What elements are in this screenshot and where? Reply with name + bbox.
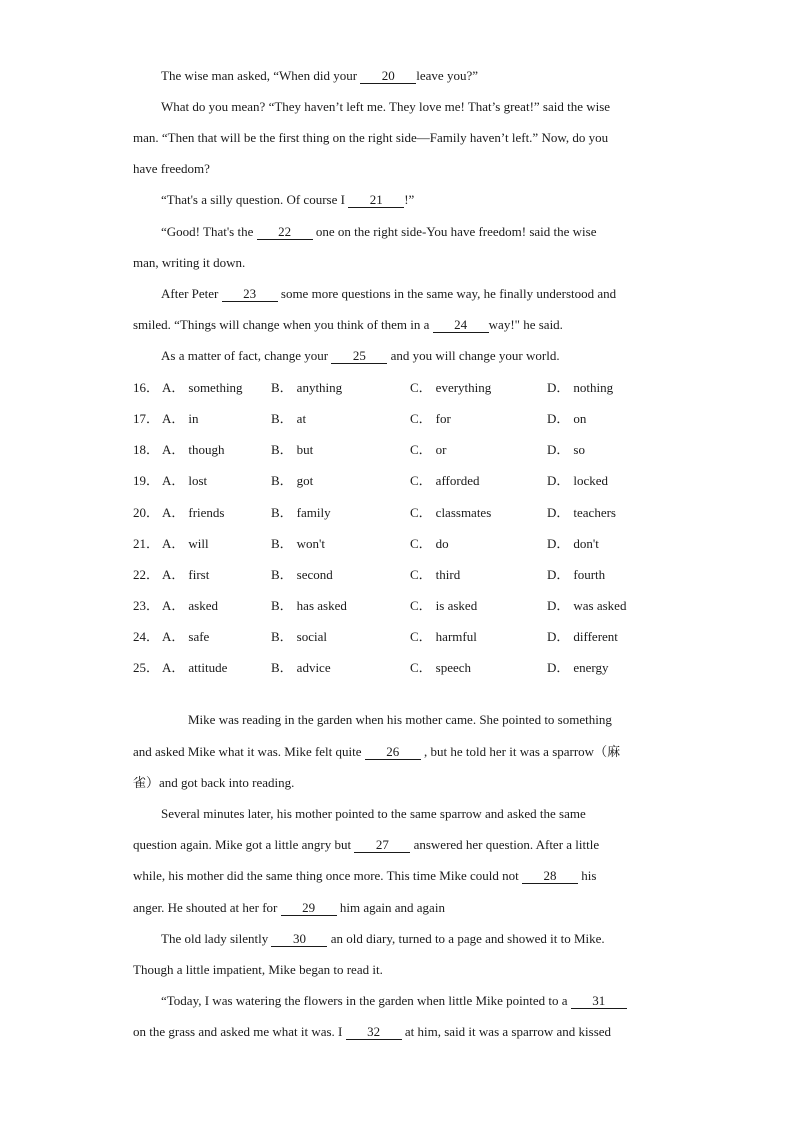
option-c (410, 473, 479, 489)
option-a (162, 411, 199, 427)
text: on the grass and asked me what it was. I (133, 1024, 346, 1039)
option-d (547, 598, 626, 614)
option-letter: B． (271, 505, 293, 520)
option-text: fourth (573, 567, 606, 582)
option-text: anything (296, 380, 343, 395)
p5-line-2 (133, 317, 563, 333)
option-letter: C． (410, 442, 432, 457)
p6-line (161, 348, 560, 364)
option-letter: A． (162, 536, 185, 551)
option-c (410, 442, 447, 458)
option-letter: D． (547, 567, 570, 582)
option-letter: B． (271, 380, 293, 395)
option-text: third (435, 567, 461, 582)
text: “That's a silly question. Of course I (161, 192, 349, 207)
option-text: first (188, 567, 210, 582)
option-letter: A． (162, 567, 185, 582)
option-letter: B． (271, 442, 293, 457)
option-c (410, 629, 477, 645)
text: !” (404, 192, 415, 207)
option-text: on (573, 411, 587, 426)
option-b (271, 598, 347, 614)
option-letter: C． (410, 629, 432, 644)
option-a (162, 505, 225, 521)
option-text: nothing (573, 380, 614, 395)
option-letter: A． (162, 629, 185, 644)
option-letter: B． (271, 598, 293, 613)
question-number: 18． (133, 442, 160, 457)
option-letter: B． (271, 411, 293, 426)
option-letter: B． (271, 629, 293, 644)
text: , but he told her it was a sparrow（麻 (420, 744, 621, 759)
option-text: attitude (188, 660, 228, 675)
option-letter: B． (271, 660, 293, 675)
option-letter: D． (547, 442, 570, 457)
option-text: don't (573, 536, 599, 551)
text: him again and again (336, 900, 445, 915)
option-text: classmates (435, 505, 492, 520)
text: way!" he said. (488, 317, 563, 332)
text: answered her question. After a little (410, 837, 600, 852)
p2-2-line-3 (133, 868, 596, 884)
option-b (271, 629, 327, 645)
option-text: friends (188, 505, 225, 520)
blank-29: 29 (281, 901, 337, 916)
option-a (162, 629, 209, 645)
question-number: 24． (133, 629, 160, 644)
text: one on the right side-You have freedom! said the wise (312, 224, 597, 239)
option-b (271, 442, 313, 458)
p2-line-3: have freedom? (133, 161, 210, 176)
p2-4-line-2 (133, 1024, 611, 1040)
text: some more questions in the same way, he finally understood and (277, 286, 617, 301)
option-text: harmful (435, 629, 477, 644)
option-text: family (296, 505, 331, 520)
option-text: different (573, 629, 618, 644)
option-c (410, 598, 477, 614)
option-text: advice (296, 660, 331, 675)
option-a (162, 567, 209, 583)
blank-20: 20 (360, 69, 416, 84)
option-text: asked (188, 598, 218, 613)
option-letter: C． (410, 473, 432, 488)
text: at him, said it was a sparrow and kissed (401, 1024, 612, 1039)
option-text: or (435, 442, 447, 457)
option-c (410, 505, 491, 521)
p2-2-line-2 (133, 837, 599, 853)
p2-3-line-1 (161, 931, 605, 947)
question-number: 25． (133, 660, 160, 675)
text: question again. Mike got a little angry but (133, 837, 355, 852)
option-letter: C． (410, 380, 432, 395)
option-text: social (296, 629, 327, 644)
option-b (271, 505, 331, 521)
text: an old diary, turned to a page and showed it to Mike. (327, 931, 605, 946)
p2-4-line-1 (161, 993, 627, 1009)
option-b (271, 473, 313, 489)
option-a (162, 442, 225, 458)
text: After Peter (161, 286, 222, 301)
p2-1-line-3: 雀）and got back into reading. (133, 775, 295, 790)
option-text: though (188, 442, 225, 457)
p2-3-line-2: Though a little impatient, Mike began to read it. (133, 962, 383, 977)
option-a (162, 598, 218, 614)
text: As a matter of fact, change your (161, 348, 332, 363)
option-text: was asked (573, 598, 627, 613)
option-letter: C． (410, 567, 432, 582)
blank-24: 24 (433, 318, 489, 333)
option-text: teachers (573, 505, 616, 520)
option-letter: A． (162, 505, 185, 520)
option-text: safe (188, 629, 210, 644)
option-text: but (296, 442, 314, 457)
option-letter: B． (271, 536, 293, 551)
text: and asked Mike what it was. Mike felt quite (133, 744, 365, 759)
option-letter: C． (410, 505, 432, 520)
option-text: speech (435, 660, 472, 675)
option-text: will (188, 536, 209, 551)
option-text: second (296, 567, 333, 582)
option-a (162, 660, 227, 676)
option-letter: A． (162, 411, 185, 426)
option-text: locked (573, 473, 609, 488)
blank-26: 26 (365, 745, 421, 760)
option-text: has asked (296, 598, 347, 613)
blank-21: 21 (348, 193, 404, 208)
option-a (162, 380, 243, 396)
option-letter: A． (162, 380, 185, 395)
question-number: 23． (133, 598, 160, 613)
option-letter: A． (162, 660, 185, 675)
p4-line-2: man, writing it down. (133, 255, 246, 270)
p4-line-1 (161, 224, 597, 240)
option-text: do (435, 536, 449, 551)
option-d (547, 660, 609, 676)
option-text: won't (296, 536, 326, 551)
question-number: 21． (133, 536, 160, 551)
option-b (271, 411, 306, 427)
option-c (410, 660, 471, 676)
option-letter: D． (547, 629, 570, 644)
option-letter: A． (162, 473, 185, 488)
blank-28: 28 (522, 869, 578, 884)
text: anger. He shouted at her for (133, 900, 281, 915)
option-letter: B． (271, 567, 293, 582)
option-letter: C． (410, 536, 432, 551)
blank-31: 31 (571, 994, 627, 1009)
option-a (162, 536, 209, 552)
text: and you will change your world. (387, 348, 560, 363)
option-letter: D． (547, 598, 570, 613)
text: “Today, I was watering the flowers in the garden when little Mike pointed to a (161, 993, 571, 1008)
p5-line-1 (161, 286, 616, 302)
option-text: energy (573, 660, 609, 675)
option-letter: C． (410, 660, 432, 675)
option-text: for (435, 411, 451, 426)
p3-line (161, 192, 414, 208)
question-number: 19． (133, 473, 160, 488)
text: smiled. “Things will change when you think of them in a (133, 317, 433, 332)
option-letter: D． (547, 536, 570, 551)
question-number: 17． (133, 411, 160, 426)
option-b (271, 380, 342, 396)
blank-22: 22 (257, 225, 313, 240)
option-text: in (188, 411, 199, 426)
option-text: is asked (435, 598, 478, 613)
p2-2-line-1: Several minutes later, his mother pointed to the same sparrow and asked the same (161, 806, 586, 821)
p1-line (161, 68, 478, 84)
blank-27: 27 (354, 838, 410, 853)
text: “Good! That's the (161, 224, 257, 239)
option-letter: B． (271, 473, 293, 488)
option-a (162, 473, 207, 489)
option-text: got (296, 473, 314, 488)
question-number: 22． (133, 567, 160, 582)
option-text: everything (435, 380, 492, 395)
question-number: 20． (133, 505, 160, 520)
option-b (271, 536, 325, 552)
option-text: so (573, 442, 585, 457)
option-letter: C． (410, 411, 432, 426)
option-letter: A． (162, 442, 185, 457)
option-letter: D． (547, 505, 570, 520)
option-c (410, 411, 451, 427)
option-d (547, 629, 618, 645)
option-text: lost (188, 473, 208, 488)
option-c (410, 380, 491, 396)
option-letter: A． (162, 598, 185, 613)
text: his (577, 868, 597, 883)
option-d (547, 536, 599, 552)
blank-30: 30 (271, 932, 327, 947)
p2-1-line-1: Mike was reading in the garden when his mother came. She pointed to something (188, 712, 612, 727)
blank-32: 32 (346, 1025, 402, 1040)
option-letter: D． (547, 411, 570, 426)
option-letter: D． (547, 660, 570, 675)
option-text: at (296, 411, 307, 426)
option-b (271, 567, 333, 583)
option-d (547, 442, 585, 458)
question-number: 16． (133, 380, 160, 395)
p2-1-line-2 (133, 744, 620, 760)
option-c (410, 536, 449, 552)
option-letter: D． (547, 380, 570, 395)
text: leave you?” (416, 68, 478, 83)
text: while, his mother did the same thing once more. This time Mike could not (133, 868, 522, 883)
option-text: afforded (435, 473, 480, 488)
option-c (410, 567, 460, 583)
option-letter: D． (547, 473, 570, 488)
text: The old lady silently (161, 931, 272, 946)
option-letter: C． (410, 598, 432, 613)
blank-25: 25 (331, 349, 387, 364)
blank-23: 23 (222, 287, 278, 302)
option-d (547, 505, 616, 521)
option-d (547, 567, 605, 583)
p2-line-1: What do you mean? “They haven’t left me. They love me! That’s great!” said the wise (161, 99, 611, 114)
option-b (271, 660, 331, 676)
p2-line-2: man. “Then that will be the first thing on the right side—Family haven’t left.” Now, do you (133, 130, 609, 145)
p2-2-line-4 (133, 900, 445, 916)
option-d (547, 380, 613, 396)
text: The wise man asked, “When did your (161, 68, 361, 83)
option-text: something (188, 380, 243, 395)
option-d (547, 473, 608, 489)
option-d (547, 411, 586, 427)
